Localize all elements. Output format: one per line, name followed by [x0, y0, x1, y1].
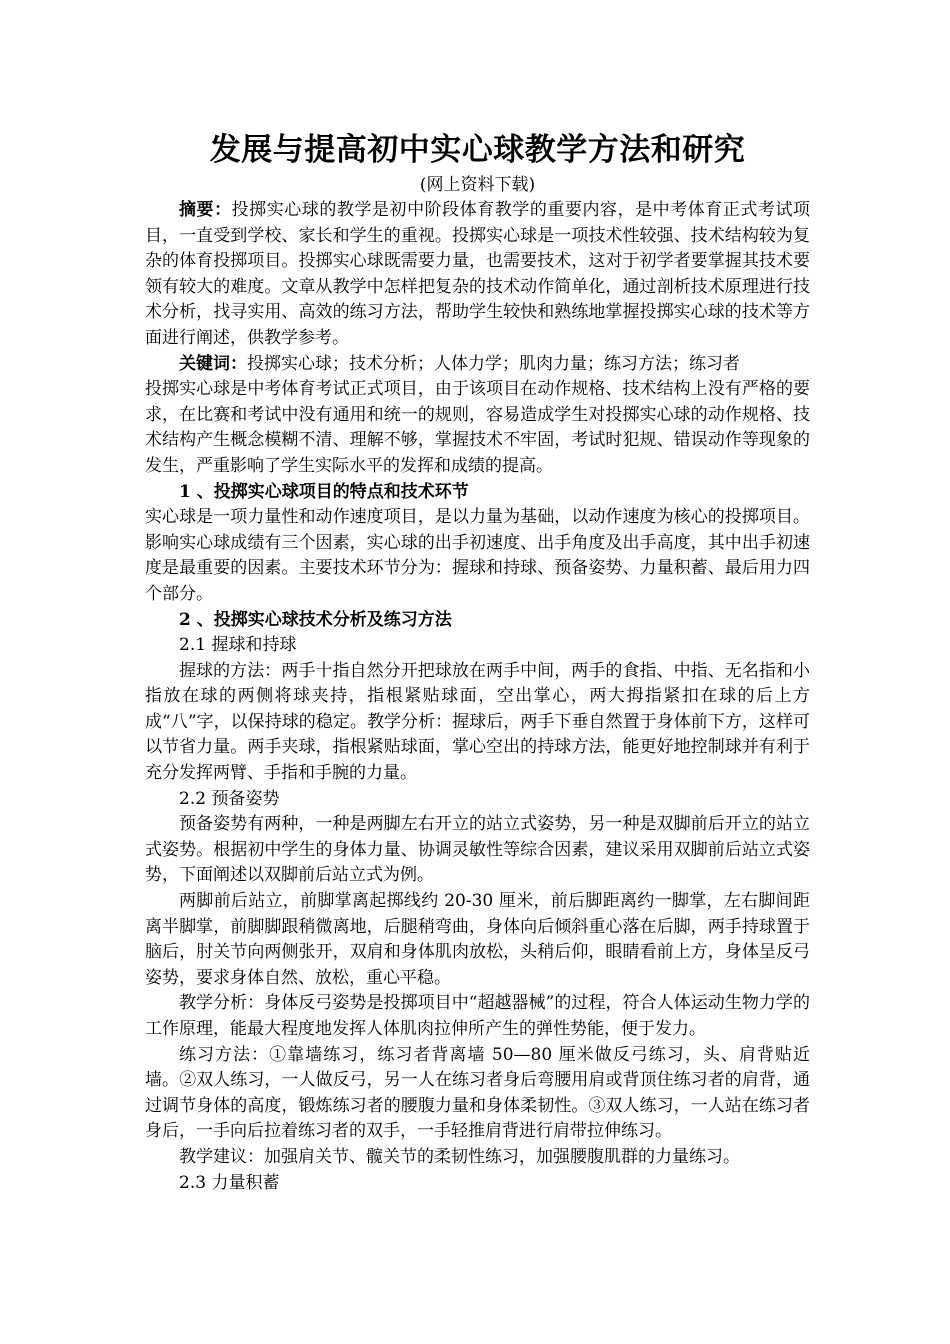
keywords-text: 投掷实心球；技术分析；人体力学；肌肉力量；练习方法；练习者 — [247, 353, 740, 374]
subsection-2-2-paragraph-a: 预备姿势有两种，一种是两脚左右开立的站立式姿势，另一种是双脚前后开立的站立式姿势。根据初中学生的身体力量、协调灵敏性等综合因素，建议采用双脚前后站立式姿势，下面阐述以双脚前后站立式为例。 — [145, 814, 810, 886]
abstract-text: 投掷实心球的教学是初中阶段体育教学的重要内容，是中考体育正式考试项目，一直受到学校、家长和学生的重视。投掷实心球是一项技术性较强、技术结构较为复杂的体育投掷项目。投掷实心球既需要力量，也需要技术，这对于初学者要掌握其技术要领有较大的难度。文章从教学中怎样把复杂的技术动作简单化，通过剖析技术原理进行技术分析，找寻实用、高效的练习方法，帮助学生较快和熟练地掌握投掷实心球的技术等方面进行阐述，供教学参考。 — [145, 200, 811, 348]
subsection-2-2-paragraph-d: 练习方法：①靠墙练习，练习者背离墙 50—80 厘米做反弓练习，头、肩背贴近墙。②双人练习，一人做反弓，另一人在练习者身后弯腰用肩或背顶住练习者的肩背，通过调节身体的高度，锻炼练习者的腰腹力量和身体柔韧性。③双人练习，一人站在练习者身后，一手向后拉着练习者的双手，一手轻推肩背进行肩带拉伸练习。 — [145, 1044, 810, 1142]
subsection-2-2-paragraph-c: 教学分析：身体反弓姿势是投掷项目中“超越器械”的过程，符合人体运动生物力学的工作原理，能最大程度地发挥人体肌肉拉伸所产生的弹性势能，便于发力。 — [145, 993, 810, 1039]
section-heading-2: 2 、投掷实心球技术分析及练习方法 — [179, 609, 452, 630]
subsection-heading-2-2: 2.2 预备姿势 — [179, 788, 280, 809]
section-heading-1: 1 、投掷实心球项目的特点和技术环节 — [179, 481, 469, 502]
subsection-heading-2-3: 2.3 力量积蓄 — [179, 1172, 280, 1193]
subsection-2-1-paragraph: 握球的方法：两手十指自然分开把球放在两手中间，两手的食指、中指、无名指和小指放在球的两侧将球夹持，指根紧贴球面，空出掌心，两大拇指紧扣在球的后上方成“八”字，以保持球的稳定。教学分析：握球后，两手下垂自然置于身体前下方，这样可以节省力量。两手夹球，指根紧贴球面，掌心空出的持球方法，能更好地控制球并有利于充分发挥两臂、手指和手腕的力量。 — [145, 660, 810, 784]
keywords-paragraph — [145, 352, 810, 378]
section-1-paragraph: 实心球是一项力量性和动作速度项目，是以力量为基础，以动作速度为核心的投掷项目。影响实心球成绩有三个因素，实心球的出手初速度、出手角度及出手高度，其中出手初速度是最重要的因素。主要技术环节分为：握球和持球、预备姿势、力量积蓄、最后用力四个部分。 — [145, 507, 810, 604]
abstract-label: 摘要： — [179, 200, 232, 220]
keywords-label: 关键词： — [179, 353, 247, 374]
document-page — [145, 128, 810, 1196]
document-title: 发展与提高初中实心球教学方法和研究 — [209, 132, 746, 168]
subsection-2-2-paragraph-e: 教学建议：加强肩关节、髋关节的柔韧性练习，加强腰腹肌群的力量练习。 — [179, 1146, 740, 1167]
abstract-paragraph — [145, 198, 810, 352]
subsection-heading-2-1: 2.1 握球和持球 — [179, 635, 297, 656]
document-subtitle: (网上资料下载) — [419, 175, 536, 195]
intro-paragraph: 投掷实心球是中考体育考试正式项目，由于该项目在动作规格、技术结构上没有严格的要求，在比赛和考试中没有通用和统一的规则，容易造成学生对投掷实心球的动作规格、技术结构产生概念模糊不清、理解不够，掌握技术不牢固，考试时犯规、错误动作等现象的发生，严重影响了学生实际水平的发挥和成绩的提高。 — [145, 379, 810, 476]
subsection-2-2-paragraph-b: 两脚前后站立，前脚掌离起掷线约 20-30 厘米，前后脚距离约一脚掌，左右脚间距离半脚掌，前脚脚跟稍微离地，后腿稍弯曲，身体向后倾斜重心落在后脚，两手持球置于脑后，肘关节向两侧张开，双肩和身体肌肉放松，头稍后仰，眼睛看前上方，身体呈反弓姿势，要求身体自然、放松，重心平稳。 — [145, 891, 810, 988]
